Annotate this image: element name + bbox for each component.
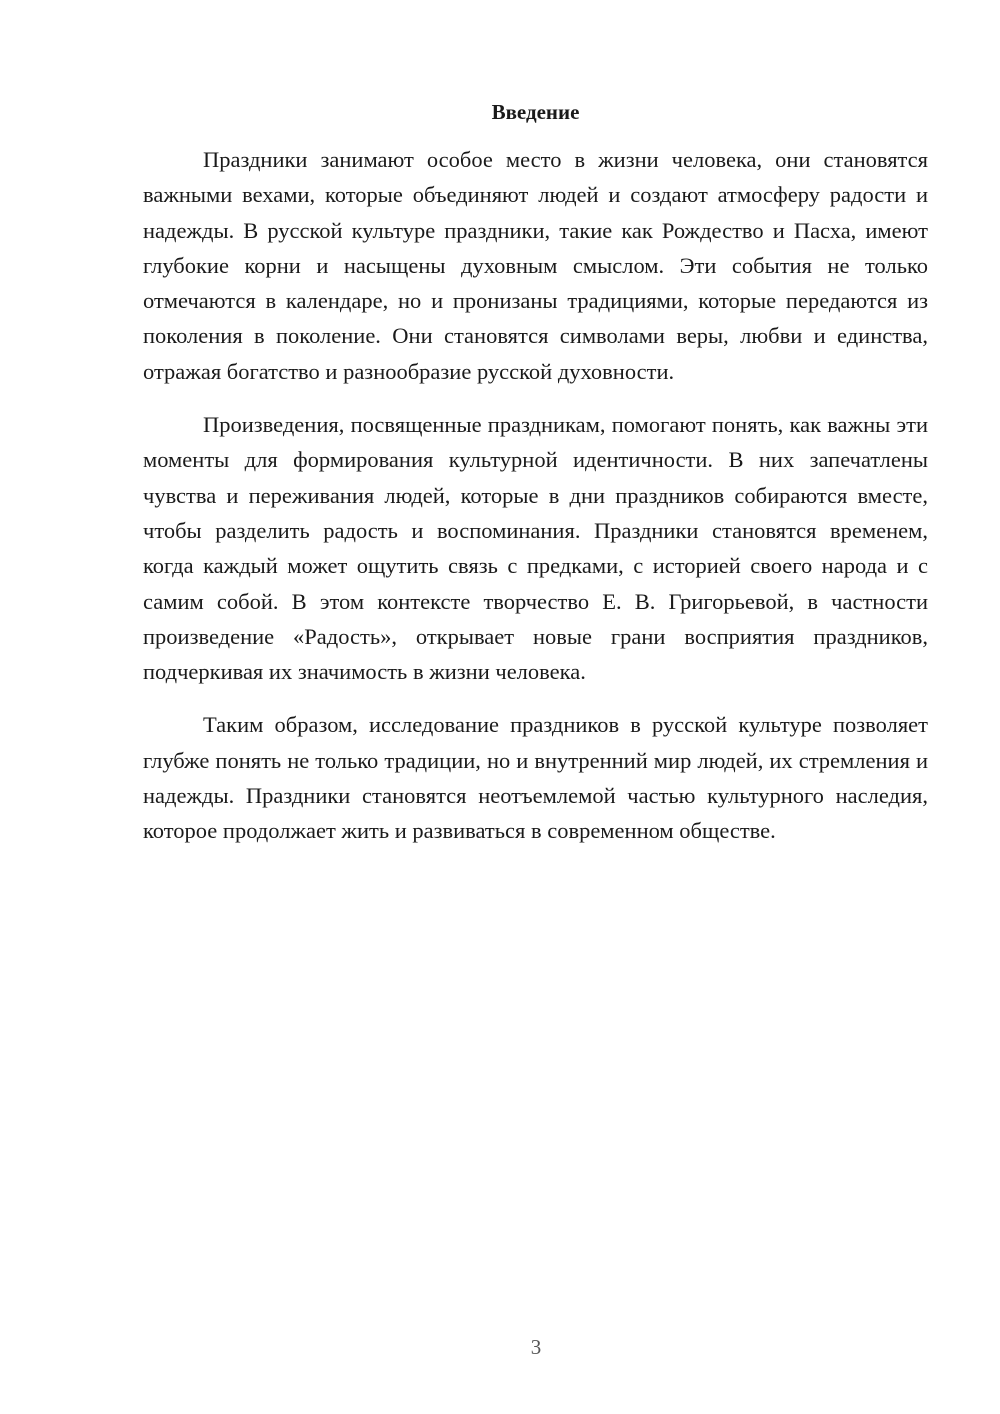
page-number: 3 bbox=[530, 1335, 542, 1359]
paragraph-3: Таким образом, исследование праздников в русской культуре позволяет глубже понять не только традиции, но и внутренний мир людей, их стремления и надежды. Праздники становятся неотъемлемой частью культурного наследия, которое продолжает жить и развиваться в современном обществе. bbox=[143, 712, 928, 844]
body-text bbox=[143, 142, 928, 867]
paragraph-2: Произведения, посвященные праздникам, помогают понять, как важны эти моменты для формирования культурной идентичности. В них запечатлены чувства и переживания людей, которые в дни праздников собираются вместе, чтобы разделить радость и воспоминания. Праздники становятся временем, когда каждый может ощутить связь с предками, с историей своего народа и с самим собой. В этом контексте творчество Е. В. Григорьевой, в частности произведение «Радость», открывает новые грани восприятия праздников, подчеркивая их значимость в жизни человека. bbox=[143, 412, 928, 685]
paragraph-1: Праздники занимают особое место в жизни человека, они становятся важными вехами, которые объединяют людей и создают атмосферу радости и надежды. В русской культуре праздники, такие как Рождество и Пасха, имеют глубокие корни и насыщены духовным смыслом. Эти события не только отмечаются в календаре, но и пронизаны традициями, которые передаются из поколения в поколение. Они становятся символами веры, любви и единства, отражая богатство и разнообразие русской духовности. bbox=[143, 147, 928, 384]
section-heading: Введение bbox=[491, 100, 580, 124]
